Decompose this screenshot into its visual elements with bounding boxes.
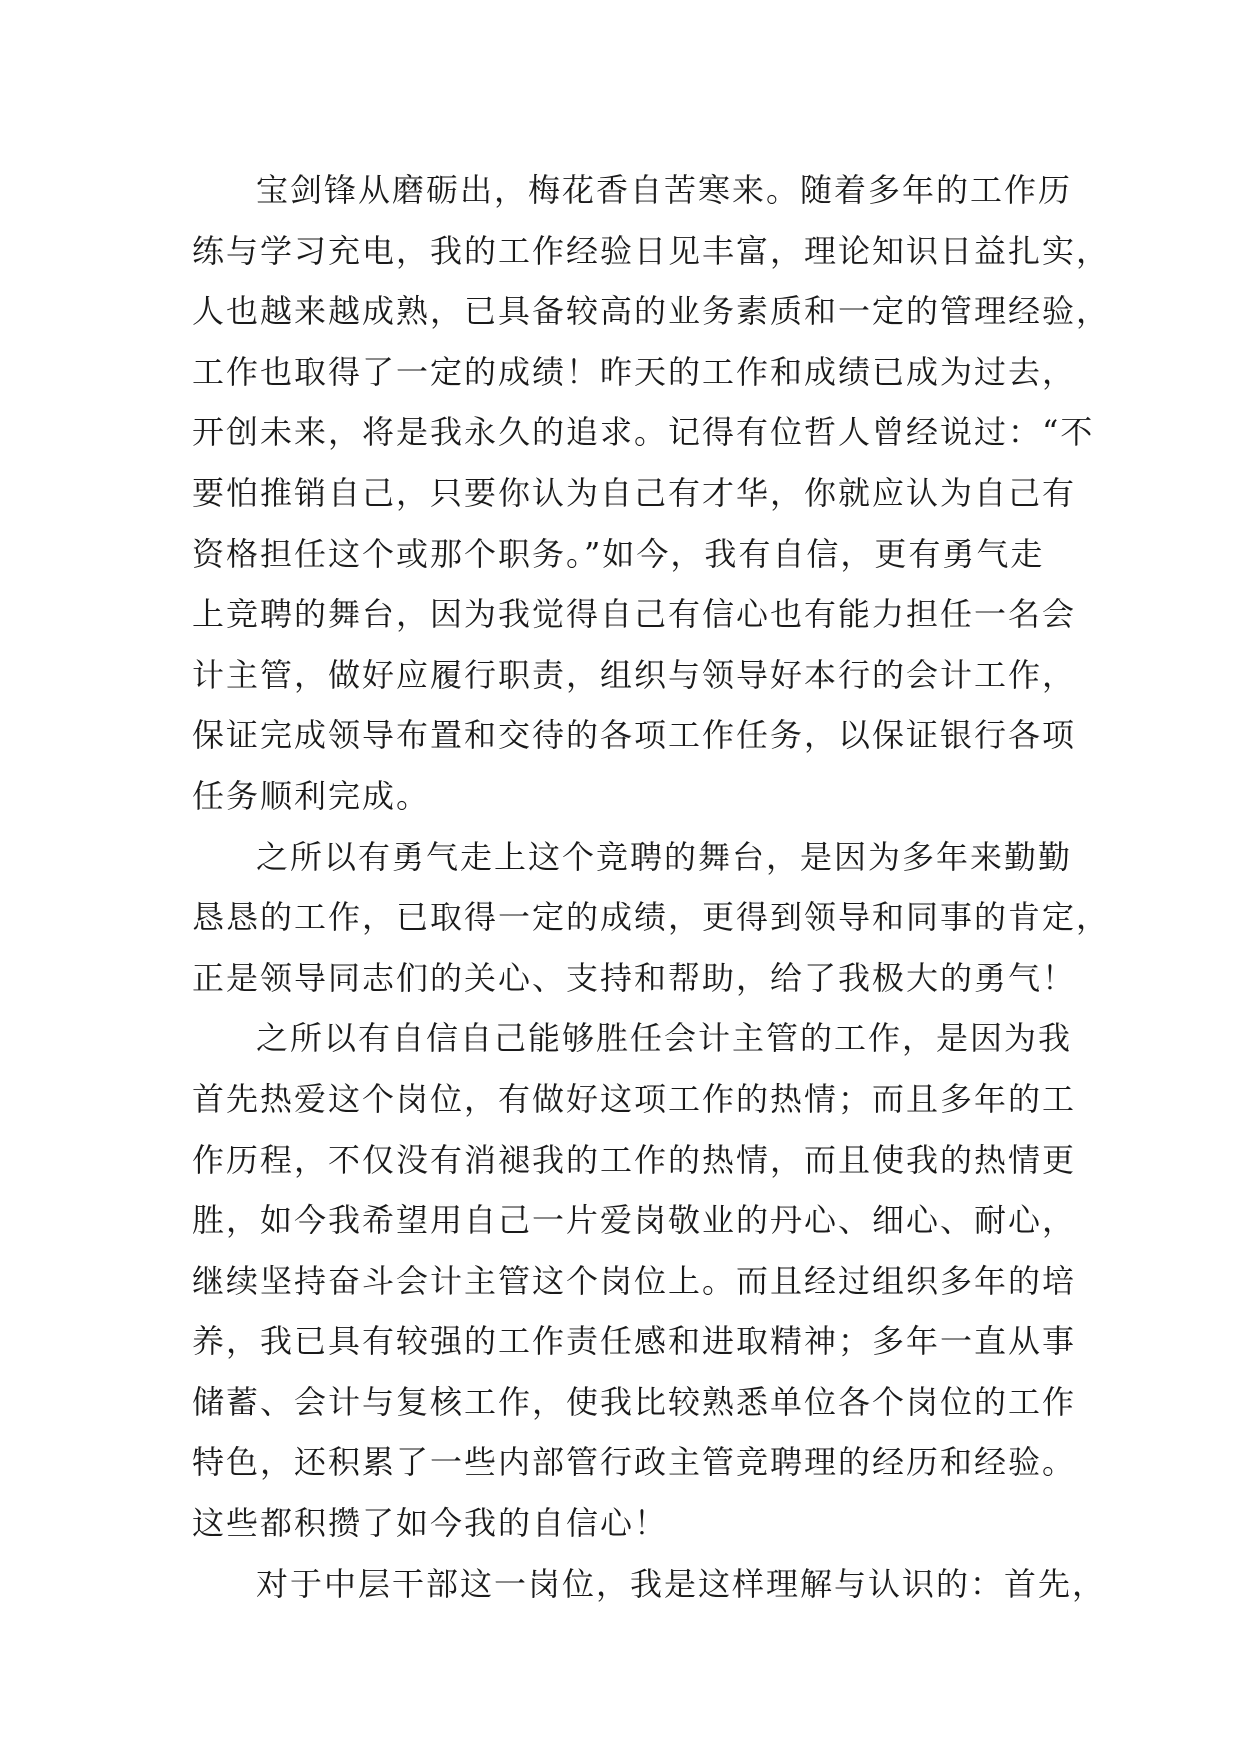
text-line: 对于中层干部这一岗位，我是这样理解与认识的：首先，: [256, 1564, 1107, 1603]
text-line: 特色，还积累了一些内部管行政主管竞聘理的经历和经验。: [192, 1443, 1077, 1482]
text-line: 保证完成领导布置和交待的各项工作任务，以保证银行各项: [192, 716, 1077, 755]
text-line: 人也越来越成熟，已具备较高的业务素质和一定的管理经验，: [192, 292, 1111, 331]
text-line: 之所以有勇气走上这个竞聘的舞台，是因为多年来勤勤: [256, 837, 1073, 876]
text-line: 工作也取得了一定的成绩！昨天的工作和成绩已成为过去，: [192, 352, 1077, 391]
text-line: 正是领导同志们的关心、支持和帮助，给了我极大的勇气！: [192, 958, 1077, 997]
text-line: 资格担任这个或那个职务。”如今，我有自信，更有勇气走: [192, 534, 1045, 573]
text-line: 计主管，做好应履行职责，组织与领导好本行的会计工作，: [192, 655, 1077, 694]
text-line: 这些都积攒了如今我的自信心！: [192, 1504, 669, 1543]
text-line: 之所以有自信自己能够胜任会计主管的工作，是因为我: [256, 1019, 1073, 1058]
text-line: 储蓄、会计与复核工作，使我比较熟悉单位各个岗位的工作: [192, 1382, 1077, 1421]
text-line: 胜，如今我希望用自己一片爱岗敬业的丹心、细心、耐心，: [192, 1201, 1077, 1240]
text-line: 作历程，不仅没有消褪我的工作的热情，而且使我的热情更: [192, 1140, 1077, 1179]
body-text: [192, 160, 1111, 1614]
text-line: 养，我已具有较强的工作责任感和进取精神；多年一直从事: [192, 1322, 1077, 1361]
text-line: 练与学习充电，我的工作经验日见丰富，理论知识日益扎实，: [192, 231, 1111, 270]
text-line: 恳恳的工作，已取得一定的成绩，更得到领导和同事的肯定，: [192, 898, 1111, 937]
text-line: 继续坚持奋斗会计主管这个岗位上。而且经过组织多年的培: [192, 1261, 1077, 1300]
text-line: 上竞聘的舞台，因为我觉得自己有信心也有能力担任一名会: [192, 595, 1077, 634]
text-line: 首先热爱这个岗位，有做好这项工作的热情；而且多年的工: [192, 1079, 1077, 1118]
text-line: 开创未来，将是我永久的追求。记得有位哲人曾经说过：“不: [192, 413, 1095, 452]
text-line: 宝剑锋从磨砺出，梅花香自苦寒来。随着多年的工作历: [256, 171, 1073, 209]
text-line: 任务顺利完成。: [192, 776, 431, 815]
text-line: 要怕推销自己，只要你认为自己有才华，你就应认为自己有: [192, 473, 1077, 512]
